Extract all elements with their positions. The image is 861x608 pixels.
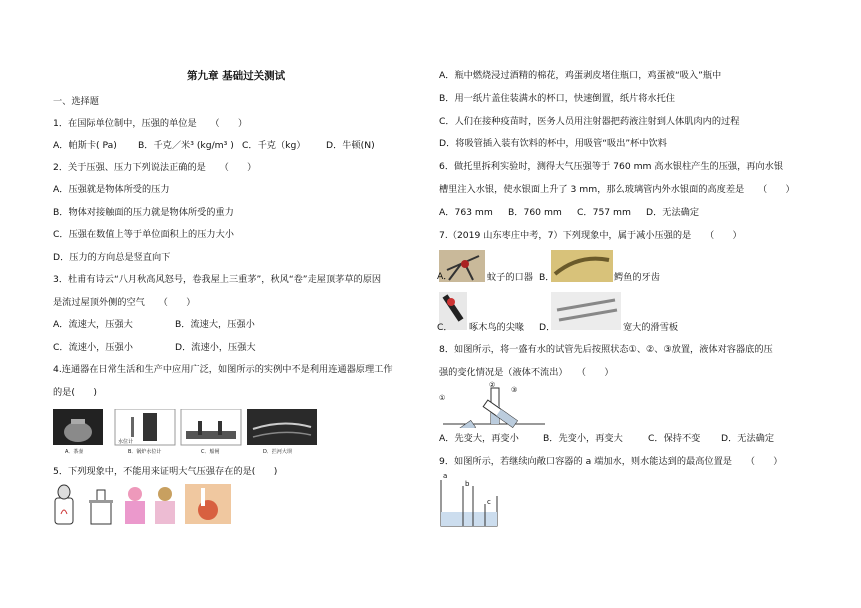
- q7-option-d: 宽大的滑雪板: [623, 322, 679, 333]
- q3-stem-line2: 是流过屋顶外侧的空气 （ ）: [53, 297, 196, 308]
- q8-option-a: A．先变大，再变小: [439, 433, 519, 444]
- q6-stem-line2: 槽里注入水银，使水银面上升了 3 mm，那么玻璃管内外水银面的高度差是 （ ）: [439, 184, 795, 195]
- section-heading: 一、选择题: [53, 96, 99, 107]
- page-title: 第九章 基础过关测试: [187, 70, 286, 82]
- q8-option-c: C．保持不变: [648, 433, 701, 444]
- q5-figure: [53, 484, 233, 530]
- q3-option-c: C．流速小，压强小: [53, 342, 133, 353]
- q1-option-a: A．帕斯卡( Pa): [53, 140, 117, 151]
- q4-caption-b: B．锅炉水位计: [128, 449, 162, 455]
- q5-stem: 5．下列现象中，不能用来证明大气压强存在的是( ): [53, 466, 278, 477]
- q2-option-b: B．物体对接触面的压力就是物体所受的重力: [53, 207, 234, 218]
- q2-option-c: C．压强在数值上等于单位面积上的压力大小: [53, 229, 234, 240]
- q8-option-d: D．无法确定: [721, 433, 775, 444]
- q8-option-b: B．先变小，再变大: [543, 433, 623, 444]
- q3-option-d: D．流速小，压强大: [175, 342, 256, 353]
- q1-option-d: D．牛顿(N): [326, 140, 375, 151]
- q5-figure-drawing: [53, 484, 233, 526]
- q7-stem: 7.（2019 山东枣庄中考，7）下列现象中，属于减小压强的是 （ ）: [439, 230, 742, 241]
- q4-stem-line2: 的是( ): [53, 387, 97, 398]
- q4-stem-line1: 4.连通器在日常生活和生产中应用广泛，如图所示的实例中不是利用连通器原理工作: [53, 364, 393, 375]
- q8-mark-3: ③: [511, 386, 518, 394]
- q8-stem-line2: 强的变化情况是（液体不流出） （ ）: [439, 367, 614, 378]
- q6-option-b: B．760 mm: [508, 207, 562, 218]
- q6-option-d: D．无法确定: [646, 207, 700, 218]
- q3-option-b: B．流速大，压强小: [175, 319, 255, 330]
- q9-stem: 9．如图所示，若继续向敞口容器的 a 端加水，则水能达到的最高位置是 （ ）: [439, 456, 783, 467]
- q3-stem-line1: 3．杜甫有诗云“八月秋高风怒号，卷我屋上三重茅”，秋风“卷”走屋顶茅草的原因: [53, 274, 382, 285]
- q7-letter-b: B．: [539, 272, 555, 283]
- q6-option-a: A．763 mm: [439, 207, 493, 218]
- q2-option-a: A．压强就是物体所受的压力: [53, 184, 170, 195]
- q9-mark-b: b: [465, 480, 470, 488]
- q8-figure-drawing: [439, 384, 549, 428]
- q9-mark-c: c: [487, 498, 491, 506]
- q3-option-a: A．流速大，压强大: [53, 319, 133, 330]
- q7-figure: [437, 250, 679, 344]
- q9-figure: [439, 472, 499, 532]
- q5-option-c: C．人们在接种疫苗时，医务人员用注射器把药液注射到人体肌肉内的过程: [439, 116, 740, 127]
- q4-figure: [53, 409, 320, 454]
- q8-figure: [439, 381, 549, 432]
- q1-stem: 1．在国际单位制中，压强的单位是 （ ）: [53, 118, 248, 129]
- q7-option-c: 啄木鸟的尖喙: [469, 322, 525, 333]
- q9-mark-a: a: [443, 472, 448, 480]
- q6-stem-line1: 6．做托里拆利实验时，测得大气压强等于 760 mm 高水银柱产生的压强，再向水银: [439, 161, 784, 172]
- q1-option-b: B．千克／米³ (kg/m³ ): [138, 140, 234, 151]
- q5-option-b: B．用一纸片盖住装满水的杯口，快速倒置，纸片将水托住: [439, 93, 675, 104]
- q8-mark-1: ①: [439, 394, 446, 402]
- q2-stem: 2．关于压强、压力下列说法正确的是 （ ）: [53, 162, 257, 173]
- q4-caption-c: C．船闸: [201, 449, 220, 455]
- q2-option-d: D．压力的方向总是竖直向下: [53, 252, 171, 263]
- q7-letter-d: D．: [539, 322, 556, 333]
- q8-stem-line1: 8．如图所示，将一盛有水的试管先后按照状态①、②、③放置，液体对容器底的压: [439, 344, 773, 355]
- q7-letter-a: A．: [437, 271, 453, 282]
- q7-letter-c: C．: [437, 322, 453, 333]
- q4-caption-a: A．茶壶: [65, 449, 84, 455]
- q4-caption-d: D．拦河大坝: [263, 449, 292, 455]
- q4-gauge-label: 水位计: [118, 439, 134, 445]
- q5-option-a: A．瓶中燃烧浸过酒精的棉花，鸡蛋剥皮堵住瓶口，鸡蛋被“吸入”瓶中: [439, 70, 722, 81]
- q1-option-c: C．千克（kg）: [242, 140, 306, 151]
- q5-option-d: D．将吸管插入装有饮料的杯中，用吸管“吸出”杯中饮料: [439, 138, 667, 149]
- q8-mark-2: ②: [489, 381, 496, 389]
- q7-option-b: 鳄鱼的牙齿: [614, 272, 660, 283]
- q7-option-a: 蚊子的口器: [487, 272, 533, 283]
- q6-option-c: C．757 mm: [577, 207, 631, 218]
